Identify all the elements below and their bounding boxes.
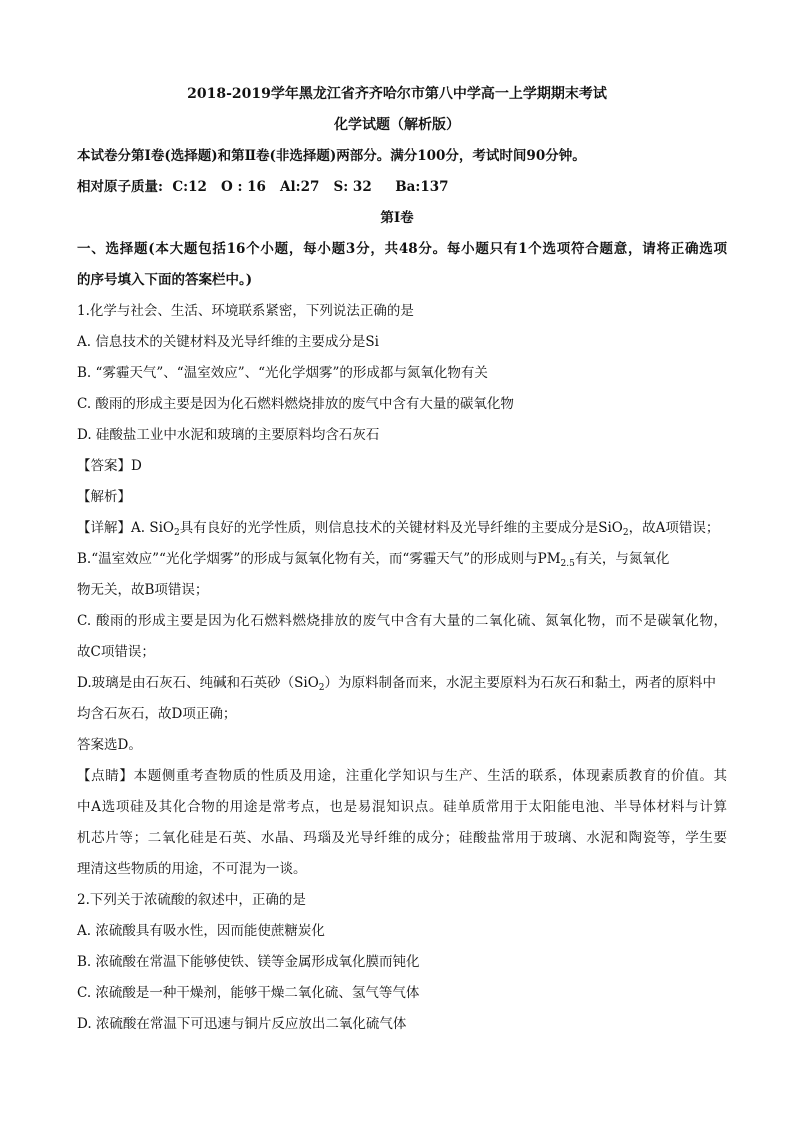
document-title: 2018-2019学年黑龙江省齐齐哈尔市第八中学高一上学期期末考试 bbox=[187, 86, 607, 102]
section-heading: 第Ⅰ卷 bbox=[380, 210, 414, 226]
key-point-line-3: 机芯片等；二氧化硅是石英、水晶、玛瑙及光导纤维的成分；硅酸盐常用于玻璃、水泥和陶瓷等，学生要 bbox=[77, 830, 727, 846]
analysis-conclusion: 答案选D。 bbox=[77, 737, 142, 753]
question-2-option-b: B. 浓硫酸在常温下能够使铁、镁等金属形成氧化膜而钝化 bbox=[77, 954, 420, 970]
analysis-detail-c-cont: 故C项错误； bbox=[77, 644, 155, 660]
key-point-line-4: 理清这些物质的用途，不可混为一谈。 bbox=[77, 861, 307, 877]
question-1-option-b: B. “雾霾天气”、“温室效应”、“光化学烟雾”的形成都与氮氧化物有关 bbox=[77, 365, 488, 381]
section-instruction: 一、选择题(本大题包括16个小题，每小题3分，共48分。每小题只有1个选项符合题意，请将正确选项 bbox=[77, 241, 727, 257]
key-point-line-2: 中A选项硅及其化合物的用途是常考点，也是易混知识点。硅单质常用于太阳能电池、半导体材料与计算 bbox=[77, 799, 727, 815]
analysis-detail-a: 【详解】A. SiO$_2$具有良好的光学性质，则信息技术的关键材料及光导纤维的主要成分是SiO$_2$，故A项错误； bbox=[77, 520, 720, 538]
analysis-detail-c: C. 酸雨的形成主要是因为化石燃料燃烧排放的废气中含有大量的二氧化硫、氮氧化物，而不是碳氧化物， bbox=[77, 613, 727, 629]
document-subtitle: 化学试题（解析版） bbox=[334, 117, 460, 133]
key-point-line-1: 【点睛】本题侧重考查物质的性质及用途，注重化学知识与生产、生活的联系，体现素质教育的价值。其 bbox=[77, 768, 727, 784]
answer-label: 【答案】D bbox=[77, 458, 142, 474]
exam-info: 本试卷分第Ⅰ卷(选择题)和第Ⅱ卷(非选择题)两部分。满分100分，考试时间90分钟。 bbox=[77, 148, 586, 164]
question-2-stem: 2.下列关于浓硫酸的叙述中，正确的是 bbox=[77, 892, 306, 908]
section-instruction-cont: 的序号填入下面的答案栏中。) bbox=[77, 272, 253, 288]
analysis-detail-d-cont: 均含石灰石，故D项正确； bbox=[77, 706, 237, 722]
question-1-option-a: A. 信息技术的关键材料及光导纤维的主要成分是Si bbox=[77, 334, 379, 350]
question-1-option-d: D. 硅酸盐工业中水泥和玻璃的主要原料均含石灰石 bbox=[77, 427, 380, 443]
analysis-detail-d: D.玻璃是由石灰石、纯碱和石英砂（SiO$_2$）为原料制备而来，水泥主要原料为石灰石和黏土，两者的原料中 bbox=[77, 675, 717, 693]
question-1-stem: 1.化学与社会、生活、环境联系紧密，下列说法正确的是 bbox=[77, 303, 414, 319]
question-1-option-c: C. 酸雨的形成主要是因为化石燃料燃烧排放的废气中含有大量的碳氧化物 bbox=[77, 396, 514, 412]
analysis-label: 【解析】 bbox=[77, 489, 131, 505]
question-2-option-d: D. 浓硫酸在常温下可迅速与铜片反应放出二氧化硫气体 bbox=[77, 1016, 407, 1032]
analysis-detail-b: B.“温室效应”“光化学烟雾”的形成与氮氧化物有关，而“雾霾天气”的形成则与$PM_{2.5}$有关，与氮氧化 bbox=[77, 551, 670, 569]
analysis-detail-b-cont: 物无关，故B项错误； bbox=[77, 582, 209, 598]
atomic-mass: 相对原子质量: C:12 O : 16 Al:27 S: 32 Ba:137 bbox=[77, 179, 449, 195]
question-2-option-a: A. 浓硫酸具有吸水性，因而能使蔗糖炭化 bbox=[77, 923, 325, 939]
question-2-option-c: C. 浓硫酸是一种干燥剂，能够干燥二氧化硫、氢气等气体 bbox=[77, 985, 420, 1001]
